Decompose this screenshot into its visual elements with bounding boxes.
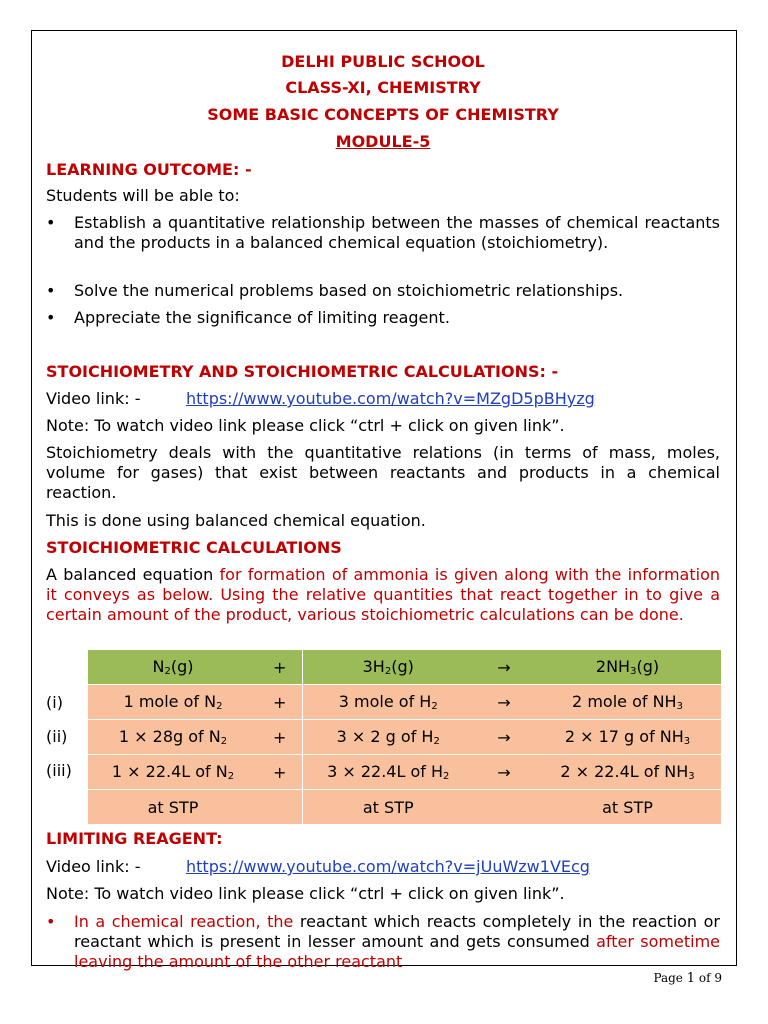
intro-black-text: A balanced equation (46, 565, 214, 584)
empty-cell (258, 790, 302, 825)
limiting-bullet (46, 912, 720, 972)
stoichiometry-definition: Stoichiometry deals with the quantitative relations (in terms of mass, moles, volume for gases) that exist between reactants and products in a chemical reaction. (46, 443, 720, 502)
header-h2: $3H_2(g)$ (302, 650, 474, 685)
cell-h2: 3 × 2 g of $H_2$ (302, 720, 474, 755)
definition-red-end: after sometime leaving the amount of the other reactant (74, 932, 720, 971)
plus-sign: + (258, 755, 302, 790)
table-row (88, 720, 721, 755)
cell-nh3: 2 × 17 g of $NH_3$ (534, 720, 721, 755)
stoichiometry-method: This is done using balanced chemical equation. (46, 511, 426, 530)
plus-sign: + (258, 650, 302, 685)
video-link[interactable]: https://www.youtube.com/watch?v=MZgD5pBHyzg (186, 389, 595, 408)
learning-bullet (46, 213, 720, 253)
cell-nh3: 2 × 22.4L of $NH_3$ (534, 755, 721, 790)
intro-red-text: for formation of ammonia is given along with the information it conveys as below. Using the relative quantities that react together in to give a certain amount of the product, various stoichiometric calculations can be done. (46, 565, 721, 624)
learning-heading: LEARNING OUTCOME: - (46, 160, 252, 179)
bullet-text: Appreciate the significance of limiting reagent. (74, 308, 450, 327)
video-note: Note: To watch video link please click “ctrl + click on given link”. (46, 416, 565, 435)
table-row (88, 755, 721, 790)
bullet-icon: • (46, 281, 56, 300)
bullet-icon: • (46, 213, 56, 232)
video-note: Note: To watch video link please click “ctrl + click on given link”. (46, 884, 565, 903)
video-link-label: Video link: - (46, 857, 141, 876)
video-link-label: Video link: - (46, 389, 141, 408)
cell-n2: 1 × 22.4L of $N_2$ (88, 755, 258, 790)
learning-bullet (46, 308, 720, 328)
definition-red-start: In a chemical reaction, the (74, 912, 294, 931)
class-title: CLASS-XI, CHEMISTRY (285, 78, 481, 97)
stp-h2: at STP (302, 790, 474, 825)
limiting-definition (74, 912, 720, 972)
bullet-icon: • (46, 912, 56, 931)
cell-h2: 3 mole of $H_2$ (302, 685, 474, 720)
cell-n2: 1 mole of $N_2$ (88, 685, 258, 720)
arrow: → (474, 650, 534, 685)
bullet-icon: • (46, 308, 56, 327)
cell-nh3: 2 mole of $NH_3$ (534, 685, 721, 720)
topic-title: SOME BASIC CONCEPTS OF CHEMISTRY (207, 105, 559, 124)
plus-sign: + (258, 685, 302, 720)
learning-bullet (46, 281, 720, 301)
video-link-row (46, 857, 590, 876)
video-link-row (46, 389, 595, 408)
calculations-heading: STOICHIOMETRIC CALCULATIONS (46, 538, 342, 557)
school-name: DELHI PUBLIC SCHOOL (281, 52, 485, 71)
table-header-row (88, 650, 721, 685)
stoichiometry-heading: STOICHIOMETRY AND STOICHIOMETRIC CALCULATIONS: - (46, 362, 559, 381)
stp-nh3: at STP (534, 790, 721, 825)
module-title: MODULE-5 (335, 132, 431, 151)
table-stp-row (88, 790, 721, 825)
header-n2: $N_2(g)$ (88, 650, 258, 685)
header-nh3: $2NH_3(g)$ (534, 650, 721, 685)
calculations-intro (46, 565, 720, 625)
plus-sign: + (258, 720, 302, 755)
bullet-text: Solve the numerical problems based on stoichiometric relationships. (74, 281, 624, 300)
learning-intro: Students will be able to: (46, 186, 240, 205)
definition-black: reactant which reacts completely in the reaction or reactant which is present in lesser amount and gets consumed (74, 912, 720, 951)
cell-h2: 3 × 22.4L of $H_2$ (302, 755, 474, 790)
arrow: → (474, 720, 534, 755)
row-label: (iii) (46, 761, 72, 780)
stoichiometry-table (88, 650, 721, 825)
empty-cell (474, 790, 534, 825)
arrow: → (474, 685, 534, 720)
row-label: (i) (46, 693, 63, 712)
page-number: Page 1 of 9 (653, 971, 722, 986)
limiting-heading: LIMITING REAGENT: (46, 829, 223, 848)
arrow: → (474, 755, 534, 790)
stp-n2: at STP (88, 790, 258, 825)
row-label: (ii) (46, 727, 68, 746)
cell-n2: 1 × 28g of $N_2$ (88, 720, 258, 755)
table-row (88, 685, 721, 720)
bullet-text: Establish a quantitative relationship between the masses of chemical reactants and the products in a balanced chemical equation (stoichiometry). (74, 213, 720, 252)
video-link[interactable]: https://www.youtube.com/watch?v=jUuWzw1VEcg (186, 857, 590, 876)
